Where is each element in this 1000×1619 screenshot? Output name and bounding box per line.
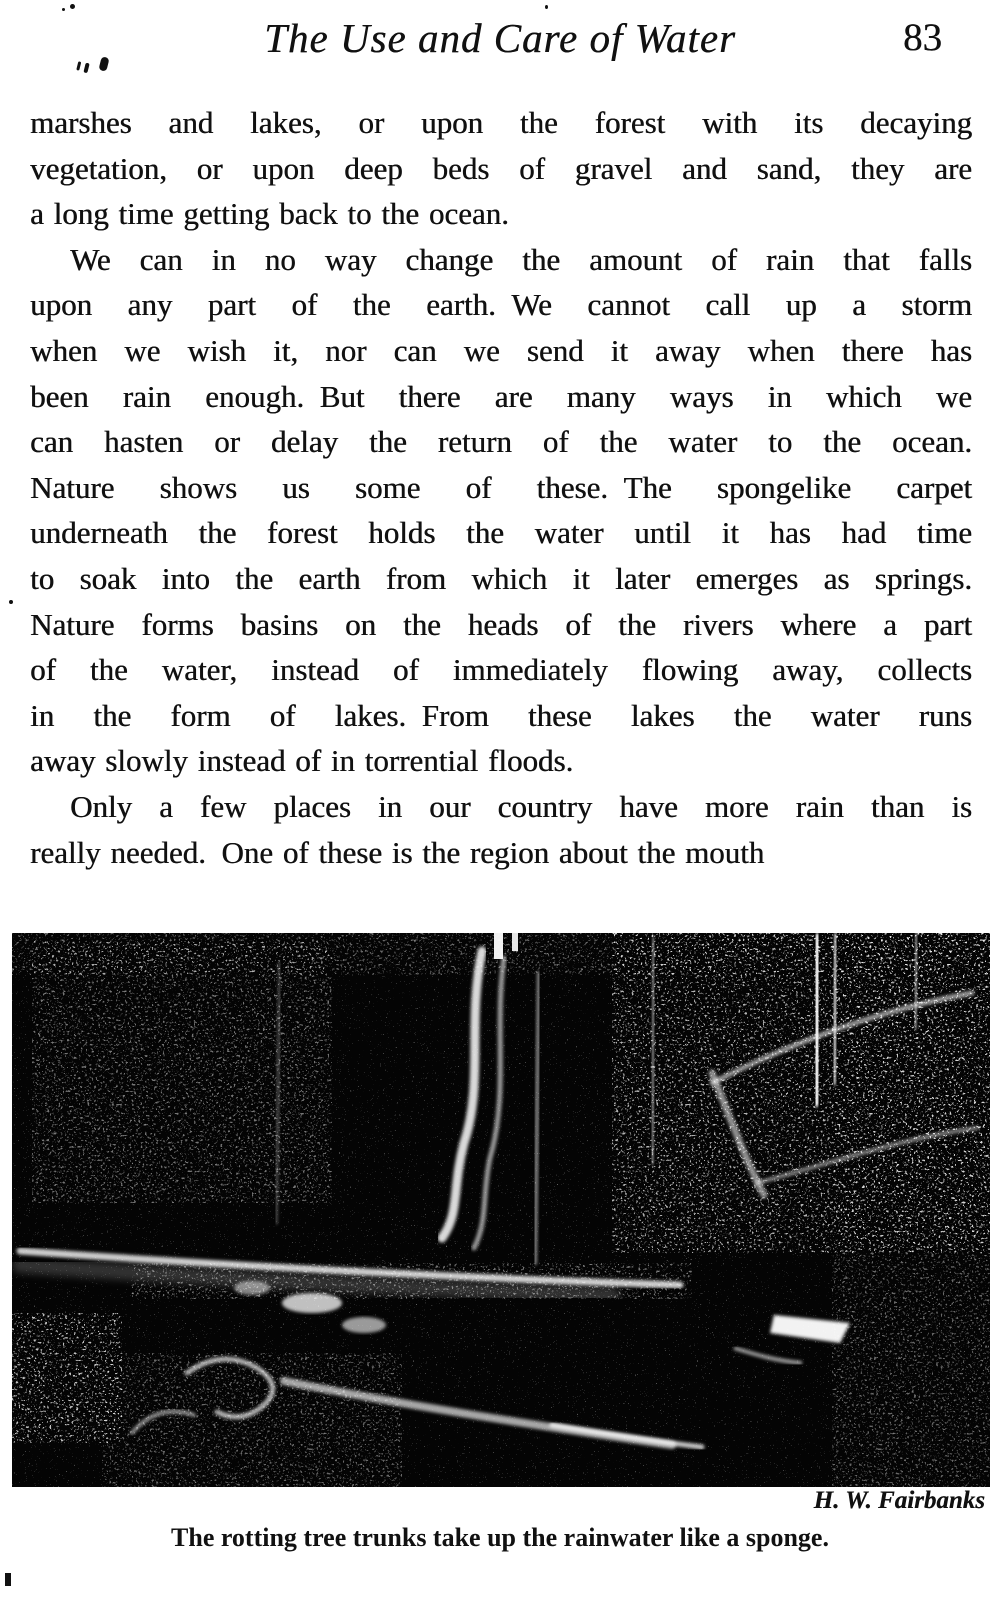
- text-line: marshes and lakes, or upon the forest with its decaying: [30, 105, 972, 140]
- text-line: when we wish it, nor can we send it away when there has: [30, 332, 972, 368]
- text-line: Nature forms basins on the heads of the rivers where a part: [30, 606, 972, 642]
- scan-artifact: [5, 1573, 11, 1586]
- figure-caption: The rotting tree trunks take up the rainwater like a sponge.: [171, 1523, 829, 1552]
- text-line: Only a few places in our country have more rain than is: [70, 788, 972, 824]
- text-line: can hasten or delay the return of the water to the ocean.: [30, 424, 972, 460]
- paragraph: [30, 237, 972, 784]
- scan-artifact: [62, 8, 65, 11]
- text-line: really needed. One of these is the region about the mouth: [30, 834, 765, 870]
- text-line: away slowly instead of in torrential floods.: [30, 743, 574, 779]
- text-line: to soak into the earth from which it later emerges as springs.: [30, 560, 972, 596]
- page-number: 83: [903, 16, 942, 59]
- paragraph: [30, 100, 972, 237]
- text-line: underneath the forest holds the water until it has had time: [30, 515, 972, 551]
- paragraph: [30, 784, 972, 875]
- photo-credit: H. W. Fairbanks: [813, 1487, 985, 1514]
- text-line: been rain enough. But there are many ways in which we: [30, 378, 972, 414]
- text-line: of the water, instead of immediately flowing away, collects: [30, 652, 972, 688]
- scan-artifact: [545, 5, 548, 9]
- text-line: vegetation, or upon deep beds of gravel and sand, they are: [30, 150, 972, 186]
- text-line: upon any part of the earth. We cannot call up a storm: [30, 287, 972, 323]
- text-line: Nature shows us some of these. The spongelike carpet: [30, 469, 972, 505]
- body-text: [30, 100, 972, 875]
- running-title: The Use and Care of Water: [264, 15, 736, 61]
- text-line: in the form of lakes. From these lakes the water runs: [30, 697, 972, 733]
- page-header: [0, 14, 1000, 74]
- text-line: a long time getting back to the ocean.: [30, 196, 509, 232]
- forest-photo: [12, 933, 990, 1487]
- text-line: We can in no way change the amount of rain that falls: [70, 241, 972, 277]
- scan-artifact: [9, 600, 13, 604]
